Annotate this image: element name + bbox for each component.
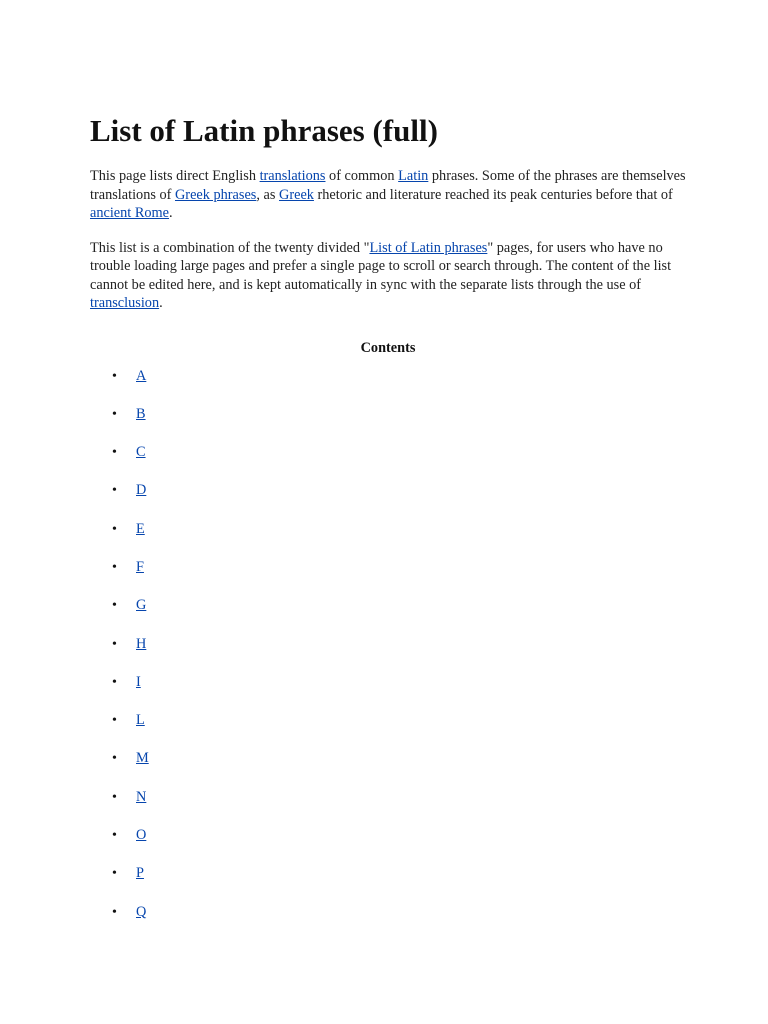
contents-item: [90, 558, 686, 596]
combination-paragraph: [90, 239, 686, 313]
link-ancient-rome[interactable]: ancient Rome: [90, 205, 170, 221]
text: This list is a combination of the twenty divided ": [90, 239, 370, 256]
text: phrases. Some of the phrases are themselves translations of: [90, 168, 686, 203]
bullet-icon: •: [112, 866, 117, 882]
bullet-icon: •: [112, 904, 117, 920]
text: of common: [325, 168, 399, 184]
bullet-icon: •: [112, 636, 117, 652]
link-greek[interactable]: Greek: [279, 186, 314, 203]
contents-link-f[interactable]: F: [136, 558, 144, 575]
contents-link-g[interactable]: G: [136, 597, 147, 614]
contents-link-c[interactable]: C: [136, 444, 146, 461]
text: This page lists direct English: [90, 168, 260, 184]
contents-item: [90, 481, 686, 519]
contents-item: [90, 367, 686, 405]
contents-link-m[interactable]: M: [136, 750, 149, 767]
contents-item: [90, 864, 686, 902]
link-translations[interactable]: translations: [259, 168, 326, 184]
contents-item: [90, 788, 686, 826]
contents-item: [90, 903, 686, 941]
contents-item: [90, 673, 686, 711]
contents-item: [90, 826, 686, 864]
contents-list: [90, 367, 686, 941]
contents-link-a[interactable]: A: [136, 367, 147, 384]
contents-link-e[interactable]: E: [136, 520, 145, 537]
contents-item: [90, 520, 686, 558]
contents-heading: Contents: [360, 339, 416, 356]
contents-link-n[interactable]: N: [136, 788, 147, 805]
bullet-icon: •: [112, 521, 117, 537]
text: .: [169, 205, 173, 221]
link-list-of-latin-phrases[interactable]: List of Latin phrases: [369, 239, 488, 256]
page-title: List of Latin phrases (full): [90, 113, 438, 148]
contents-link-d[interactable]: D: [136, 482, 147, 499]
contents-link-i[interactable]: I: [136, 673, 141, 690]
bullet-icon: •: [112, 713, 117, 729]
contents-item: [90, 596, 686, 634]
link-greek-phrases[interactable]: Greek phrases: [174, 186, 257, 203]
link-transclusion[interactable]: transclusion: [90, 295, 160, 311]
bullet-icon: •: [112, 368, 117, 384]
bullet-icon: •: [112, 789, 117, 805]
bullet-icon: •: [112, 406, 117, 422]
contents-link-h[interactable]: H: [136, 635, 147, 652]
bullet-icon: •: [112, 598, 117, 614]
link-latin[interactable]: Latin: [398, 168, 429, 184]
bullet-icon: •: [112, 559, 117, 575]
contents-item: [90, 443, 686, 481]
contents-item: [90, 405, 686, 443]
text: .: [159, 295, 163, 311]
contents-link-o[interactable]: O: [136, 827, 147, 844]
bullet-icon: •: [112, 828, 117, 844]
contents-link-q[interactable]: Q: [136, 903, 147, 920]
contents-item: [90, 711, 686, 749]
bullet-icon: •: [112, 483, 117, 499]
intro-paragraph: [90, 167, 686, 223]
contents-link-l[interactable]: L: [136, 712, 145, 729]
text: " pages, for users who have no trouble loading large pages and prefer a single page to scroll or search through. The content of the list cannot be edited here, and is kept automatically in sync with the separate lists through the use of: [90, 239, 672, 293]
text: , as: [256, 186, 280, 203]
contents-item: [90, 749, 686, 787]
bullet-icon: •: [112, 674, 117, 690]
contents-link-p[interactable]: P: [136, 865, 144, 882]
contents-link-b[interactable]: B: [136, 405, 146, 422]
bullet-icon: •: [112, 751, 117, 767]
article: [90, 112, 686, 941]
text: rhetoric and literature reached its peak centuries before that of: [313, 186, 673, 203]
bullet-icon: •: [112, 445, 117, 461]
contents-item: [90, 635, 686, 673]
